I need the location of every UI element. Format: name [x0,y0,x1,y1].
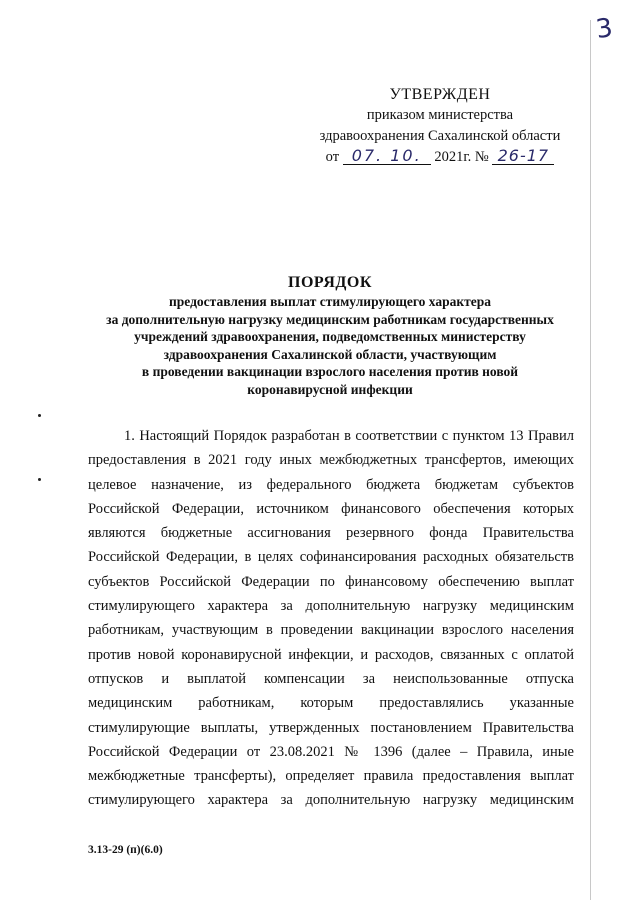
subtitle-line: за дополнительную нагрузку медицинским работникам государственных [106,311,554,327]
handwritten-order-number: 26-17 [492,147,554,165]
body-line: являются бюджетные ассигнования резервного фонда Правительства [88,525,574,542]
subtitle-line: учреждений здравоохранения, подведомственных министерству [134,329,526,344]
body-line: межбюджетные трансферты), определяет правила предоставления выплат [88,768,574,785]
scan-speck [38,478,41,481]
body-line: субъектов Российской Федерации по финансовому обеспечению выплат [88,573,574,590]
handwritten-page-number: 3 [593,12,615,46]
body-line: Российской Федерации от 23.08.2021 № 1396 (далее – Правила, иные [88,743,574,760]
document-body [88,424,574,813]
approval-line-2: здравоохранения Сахалинской области [319,128,561,144]
subtitle-line: предоставления выплат стимулирующего характера [168,294,492,309]
body-line: отпусков и выплатой компенсации за неиспользованные отпуска [88,670,574,687]
handwritten-date: 07. 10. [343,147,431,165]
body-line: стимулирующего характера за дополнительную нагрузку медицинским [88,598,574,615]
subtitle-line: коронавирусной инфекции [247,381,413,397]
body-line: предоставления в 2021 году иных межбюджетных трансфертов, имеющих [88,452,574,469]
document-title: ПОРЯДОК [288,274,372,291]
body-line: 1. Настоящий Порядок разработан в соответствии с пунктом 13 Правил [124,428,574,444]
scan-edge-line [590,20,591,900]
body-line: Российской Федерации, источником финансового обеспечения которых [88,500,574,517]
approval-title: УТВЕРЖДЕН [389,86,491,103]
scan-speck [38,414,41,417]
year-and-number-label: 2021г. № [434,149,489,165]
body-line: Российской Федерации, в целях софинансирования расходных обязательств [88,549,574,566]
approval-date-line [300,147,580,168]
subtitle-line: в проведении вакцинации взрослого населения против новой [141,364,519,379]
body-line: стимулирующие выплаты, утвержденных постановлением Правительства [88,719,574,736]
approval-stamp-block [300,84,580,168]
body-line: медицинским работникам, которым предоставлялись указанные [88,695,574,712]
date-prefix: от [325,149,340,165]
body-line: стимулирующего характера за дополнительную нагрузку медицинским [88,792,574,809]
document-form-code: 3.13-29 (п)(6.0) [88,844,163,856]
document-subtitle [80,293,580,398]
body-line: целевое назначение, из федерального бюджета бюджетам субъектов [88,476,574,493]
approval-line-1: приказом министерства [366,107,514,123]
subtitle-line: здравоохранения Сахалинской области, участвующим [163,346,497,362]
body-line: против новой коронавирусной инфекции, и расходов, связанных с оплатой [88,646,574,663]
body-line: работникам, участвующим в проведении вакцинации взрослого населения [88,622,574,639]
